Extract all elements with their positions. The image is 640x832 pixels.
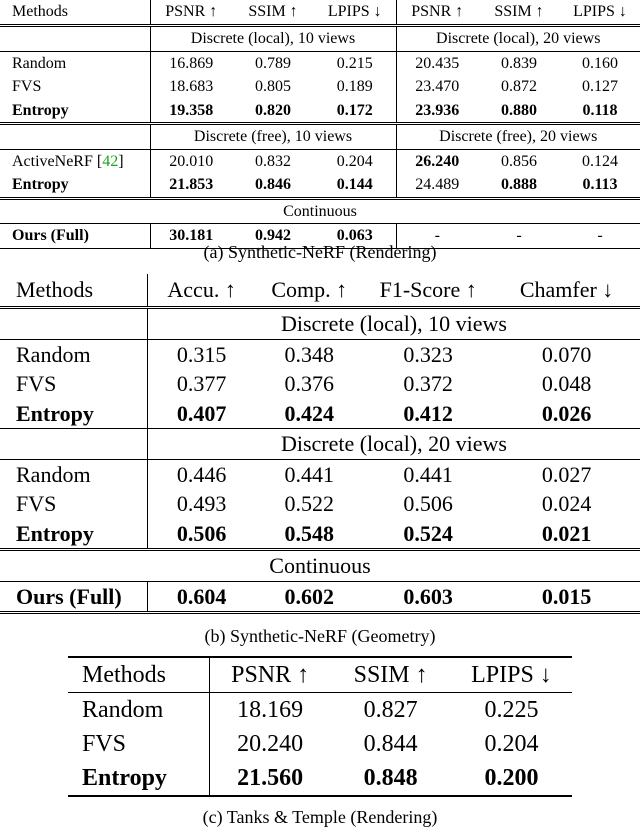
- cell: 0.880: [501, 101, 537, 119]
- cell: 21.853: [169, 176, 214, 193]
- cell: 0.548: [284, 520, 335, 546]
- section-label: Discrete (free), 20 views: [396, 124, 640, 150]
- method-name: Random: [0, 51, 150, 75]
- header-ssim: SSIM ↑: [248, 3, 298, 21]
- header-psnr: PSNR ↑: [165, 3, 218, 21]
- header-accu: Accu. ↑: [147, 274, 255, 308]
- table-row: [0, 51, 640, 75]
- section-row: [0, 550, 640, 582]
- cell: 0.048: [541, 371, 592, 396]
- cell: -: [560, 224, 640, 249]
- cell: 0.063: [314, 224, 396, 249]
- header-methods: Methods: [0, 0, 150, 26]
- caption-a: (a) Synthetic-NeRF (Rendering): [203, 242, 437, 262]
- cell: 0.603: [363, 581, 493, 613]
- cell: 0.839: [478, 51, 560, 75]
- section-label: Discrete (local), 10 views: [147, 308, 640, 340]
- table-row: [0, 519, 640, 550]
- cell: 0.441: [255, 459, 363, 489]
- cell: 0.118: [582, 101, 618, 119]
- cell: 0.376: [284, 371, 335, 396]
- cell: 0.189: [314, 75, 396, 99]
- method-name: FVS: [0, 75, 150, 99]
- cell: 0.506: [403, 491, 453, 516]
- cell: 0.127: [582, 78, 618, 95]
- cell: 0.832: [232, 149, 314, 173]
- section-label: Discrete (local), 20 views: [396, 26, 640, 52]
- cell: 23.936: [415, 101, 460, 119]
- cell: 0.026: [541, 400, 592, 426]
- section-row: [0, 308, 640, 340]
- method-name: Entropy: [0, 519, 147, 550]
- method-name: Ours (Full): [0, 581, 147, 613]
- cell: 18.169: [237, 697, 304, 723]
- section-label: Discrete (local), 20 views: [147, 429, 640, 460]
- cell: 0.820: [255, 101, 291, 119]
- cell: 0.424: [284, 400, 335, 426]
- table-tanks-temple-rendering: [68, 656, 572, 797]
- table-a-header-row: [0, 0, 640, 26]
- method-name: Random: [0, 339, 147, 369]
- cell: 0.348: [255, 339, 363, 369]
- table-row: [68, 693, 572, 728]
- method-name: ActiveNeRF [42]: [0, 149, 150, 173]
- method-name: FVS: [0, 369, 147, 399]
- cell: 0.846: [255, 176, 291, 193]
- header-ssim: SSIM ↑: [330, 657, 451, 693]
- header-psnr-20: PSNR ↑: [411, 3, 464, 21]
- header-comp: Comp. ↑: [255, 274, 363, 308]
- table-synthetic-nerf-rendering: [0, 0, 640, 249]
- table-row: [0, 149, 640, 173]
- method-name: Entropy: [0, 399, 147, 429]
- table-row: [0, 489, 640, 519]
- cell: 0.848: [330, 761, 451, 796]
- table-row: [0, 459, 640, 489]
- header-lpips-20: LPIPS ↓: [573, 3, 627, 21]
- header-methods: Methods: [68, 657, 209, 693]
- cell: 0.113: [582, 176, 618, 193]
- cell: 0.524: [403, 520, 453, 546]
- cell: 0.493: [176, 491, 227, 516]
- cell: 0.204: [314, 149, 396, 173]
- cell: 0.872: [501, 78, 537, 95]
- cell: 0.522: [284, 491, 335, 516]
- cell: 0.888: [501, 176, 537, 193]
- table-row: [0, 581, 640, 613]
- cell: 30.181: [150, 224, 232, 249]
- cell: 0.942: [232, 224, 314, 249]
- citation-link[interactable]: 42: [102, 152, 119, 170]
- cell: 0.506: [176, 520, 227, 546]
- section-label: Discrete (local), 10 views: [150, 26, 396, 52]
- cell: 21.560: [209, 761, 330, 796]
- table-c-header-row: [68, 657, 572, 693]
- cell: 0.372: [403, 371, 453, 396]
- cell: 19.358: [169, 101, 214, 119]
- cell: 0.015: [493, 581, 640, 613]
- table-row: [0, 99, 640, 124]
- cell: 0.323: [363, 339, 493, 369]
- cell: 0.027: [493, 459, 640, 489]
- table-row: [68, 727, 572, 761]
- cell: -: [478, 224, 560, 249]
- table-row: [0, 369, 640, 399]
- cell: -: [396, 224, 478, 249]
- cell: 0.070: [493, 339, 640, 369]
- cell: 0.805: [255, 78, 291, 95]
- section-label: Continuous: [0, 198, 640, 224]
- cell: 0.160: [560, 51, 640, 75]
- cell: 0.200: [451, 761, 572, 796]
- header-chamfer: Chamfer ↓: [493, 274, 640, 308]
- cell: 0.172: [314, 99, 396, 124]
- cell: 0.021: [541, 520, 592, 546]
- header-lpips: LPIPS ↓: [451, 657, 572, 693]
- method-name: Entropy: [0, 99, 150, 124]
- header-ssim-20: SSIM ↑: [494, 3, 544, 21]
- method-name: Entropy: [68, 761, 209, 796]
- caption-c: (c) Tanks & Temple (Rendering): [202, 807, 438, 827]
- caption-b: (b) Synthetic-NeRF (Geometry): [204, 626, 436, 646]
- cell: 0.377: [176, 371, 227, 396]
- cell: 26.240: [396, 149, 478, 173]
- table-synthetic-nerf-geometry: [0, 274, 640, 614]
- table-row: [0, 173, 640, 198]
- cell: 0.215: [314, 51, 396, 75]
- cell: 18.683: [169, 78, 214, 95]
- method-name: Random: [0, 459, 147, 489]
- method-name: Ours (Full): [0, 224, 150, 249]
- section-row: [0, 124, 640, 150]
- method-name: FVS: [0, 489, 147, 519]
- cell: 0.412: [403, 400, 453, 426]
- cell: 0.441: [363, 459, 493, 489]
- cell: 20.010: [150, 149, 232, 173]
- table-row: [0, 339, 640, 369]
- table-row: [68, 761, 572, 796]
- cell: 24.489: [415, 176, 460, 193]
- section-row: [0, 198, 640, 224]
- cell: 0.024: [541, 491, 592, 516]
- cell: 0.446: [147, 459, 255, 489]
- method-name: FVS: [68, 727, 209, 761]
- section-row: [0, 429, 640, 460]
- cell: 0.124: [560, 149, 640, 173]
- header-methods: Methods: [0, 274, 147, 308]
- cell: 20.435: [396, 51, 478, 75]
- table-row: [0, 399, 640, 429]
- method-name: Random: [68, 693, 209, 728]
- header-psnr: PSNR ↑: [209, 657, 330, 693]
- cell: 0.407: [176, 400, 227, 426]
- cell: 0.789: [232, 51, 314, 75]
- header-f1: F1-Score ↑: [363, 274, 493, 308]
- cell: 0.844: [363, 731, 418, 757]
- section-label: Continuous: [0, 550, 640, 582]
- cell: 0.827: [363, 697, 418, 723]
- header-lpips: LPIPS ↓: [314, 0, 396, 26]
- table-row: [0, 75, 640, 99]
- table-b-header-row: [0, 274, 640, 308]
- cell: 16.869: [150, 51, 232, 75]
- cell: 0.144: [314, 173, 396, 198]
- cell: 20.240: [237, 731, 304, 757]
- cell: 23.470: [415, 78, 460, 95]
- cell: 0.225: [484, 697, 539, 723]
- section-row: [0, 26, 640, 52]
- method-name: Entropy: [0, 173, 150, 198]
- cell: 0.315: [147, 339, 255, 369]
- cell: 0.604: [147, 581, 255, 613]
- cell: 0.856: [478, 149, 560, 173]
- section-label: Discrete (free), 10 views: [150, 124, 396, 150]
- cell: 0.602: [255, 581, 363, 613]
- cell: 0.204: [484, 731, 539, 757]
